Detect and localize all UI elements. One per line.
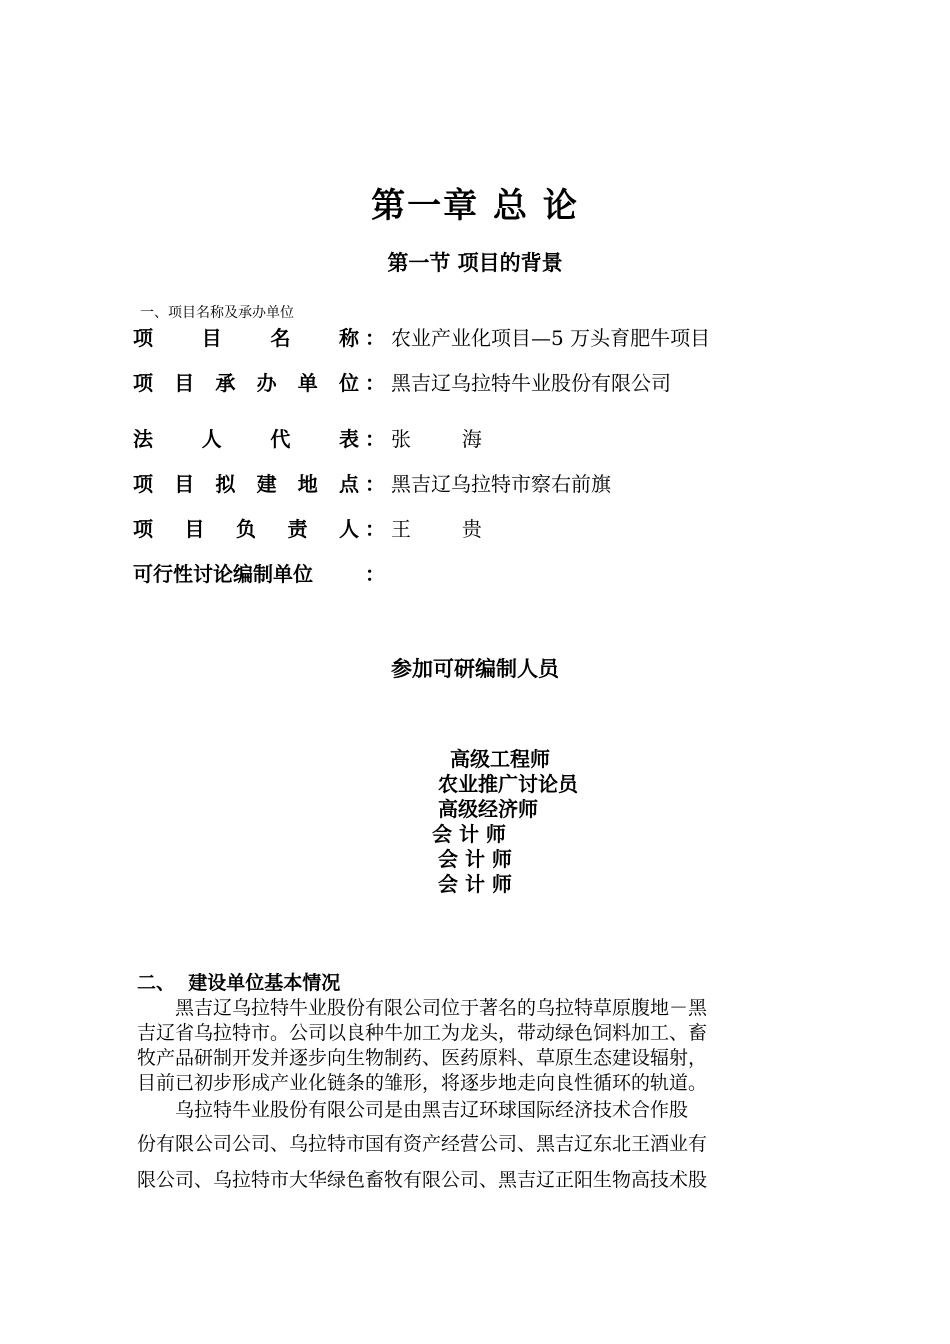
- info-label: 法人代表: [133, 427, 359, 451]
- section-title: 第一节 项目的背景: [387, 251, 563, 275]
- paragraph-line: 黑吉辽乌拉特牛业股份有限公司位于著名的乌拉特草原腹地－黑: [137, 997, 708, 1019]
- paragraph-line: 吉辽省乌拉特市。公司以良种牛加工为龙头，带动绿色饲料加工、畜: [137, 1022, 708, 1044]
- info-value: 黑吉辽乌拉特市察右前旗: [391, 472, 611, 496]
- info-label: 项目承办单位: [133, 371, 359, 395]
- chapter-title: 第一章 总 论: [371, 186, 579, 226]
- info-colon: ：: [365, 427, 385, 451]
- info-value: 王 贵: [391, 517, 482, 541]
- info-label: 项目拟建地点: [133, 472, 359, 496]
- staff-item: 高级工程师: [450, 747, 550, 771]
- staff-item: 会 计 师: [438, 872, 512, 896]
- info-colon: ：: [365, 326, 385, 350]
- info-label: 项目名称: [133, 326, 359, 350]
- info-label: 可行性讨论编制单位: [133, 562, 313, 586]
- staff-item: 农业推广讨论员: [438, 772, 578, 796]
- staff-item: 会 计 师: [438, 847, 512, 871]
- paragraph-line: 乌拉特牛业股份有限公司是由黑吉辽环球国际经济技术合作股: [137, 1099, 689, 1121]
- info-value: 张 海: [391, 427, 482, 451]
- info-value: 黑吉辽乌拉特牛业股份有限公司: [391, 371, 671, 395]
- paragraph-line: 目前已初步形成产业化链条的雏形，将逐步地走向良性循环的轨道。: [137, 1072, 708, 1094]
- subsection-heading-2: 二、 建设单位基本情况: [137, 972, 341, 994]
- info-label: 项目负责人: [133, 517, 359, 541]
- info-colon: ：: [365, 371, 385, 395]
- subsection-heading-1: 一、项目名称及承办单位: [140, 305, 294, 321]
- paragraph-line: 限公司、乌拉特市大华绿色畜牧有限公司、黑吉辽正阳生物高技术股: [137, 1169, 708, 1191]
- info-colon: ：: [365, 472, 385, 496]
- info-colon: ：: [365, 517, 385, 541]
- info-value: 农业产业化项目—5 万头育肥牛项目: [391, 326, 711, 350]
- staff-title: 参加可研编制人员: [391, 657, 559, 681]
- info-colon: ：: [365, 562, 385, 586]
- paragraph-line: 份有限公司公司、乌拉特市国有资产经营公司、黑吉辽东北王酒业有: [137, 1133, 708, 1155]
- staff-item: 高级经济师: [438, 797, 538, 821]
- paragraph-line: 牧产品研制开发并逐步向生物制药、医药原料、草原生态建设辐射，: [137, 1047, 708, 1069]
- staff-item: 会 计 师: [432, 822, 506, 846]
